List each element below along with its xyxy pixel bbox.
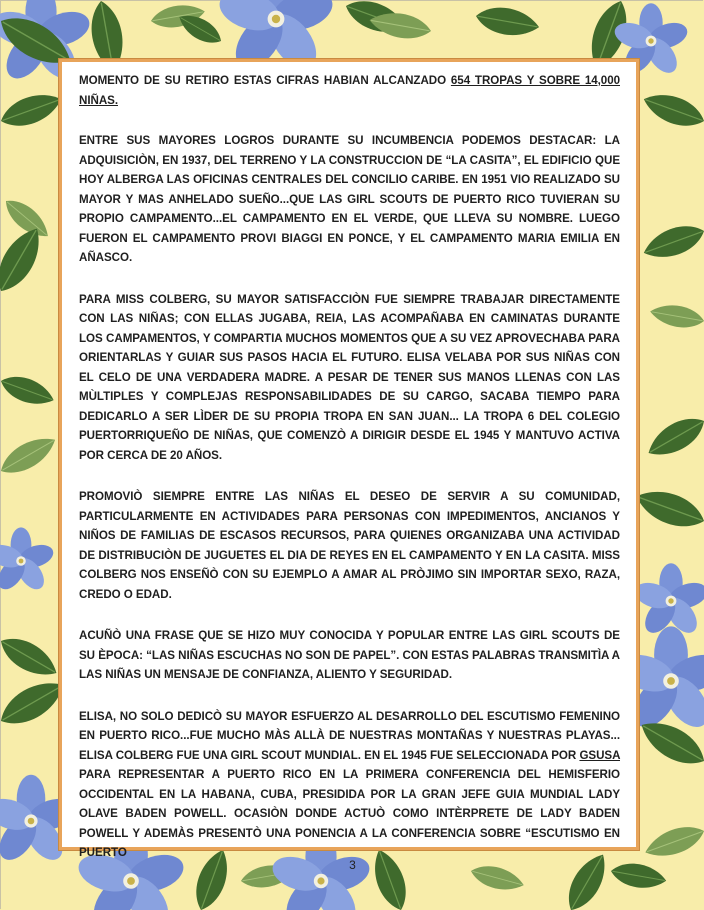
paragraph-3: PARA MISS COLBERG, SU MAYOR SATISFACCIÒN FUE SIEMPRE TRABAJAR DIRECTAMENTE CON LAS NIÑAS; CON ELLAS JUGABA, REIA, LAS ACOMPAÑABA EN CAMINATAS DURANTE LOS CAMPAMENTOS, Y COMPARTIA MUCHOS MOMENTOS QUE A SU VEZ APROVECHABA PARA ORIENTARLAS Y GUIAR SUS PASOS HACIA EL FUTURO. ELISA VELABA POR SUS NIÑAS CON EL CELO DE UNA VERDADERA MADRE. A PESAR DE TENER SUS MANOS LLENAS CON LAS MÙLTIPLES Y COMPLEJAS RESPONSABILIDADES DE SU CARGO, SACABA TIEMPO PARA DEDICARLO A SER LÌDER DE SU PROPIA TROPA EN SAN JUAN... LA TROPA 6 DEL COLEGIO PUERTORRIQUEÑO DE NIÑAS, QUE COMENZÒ A DIRIGIR DESDE EL 1945 Y MANTUVO ACTIVA POR CERCA DE 20 AÑOS. xyxy=(79,292,620,462)
paragraph-6 xyxy=(79,707,620,863)
page-number: 3 xyxy=(349,858,356,872)
paragraph-4: PROMOVIÒ SIEMPRE ENTRE LAS NIÑAS EL DESEO DE SERVIR A SU COMUNIDAD, PARTICULARMENTE EN ACTIVIDADES PARA PERSONAS CON IMPEDIMENTOS, ANCIANOS Y NIÑOS DE FAMILIAS DE ESCASOS RECURSOS, PARA QUIENES ORGANIZABA UNA ACTIVIDAD DE DISTRIBUCIÒN DE JUGUETES EL DIA DE REYES EN EL CAMPAMENTO Y EN LA CASITA. MISS COLBERG NOS ENSEÑÒ CON SU EJEMPLO A AMAR AL PRÒJIMO SIN IMPORTAR SEXO, RAZA, CREDO O EDAD. xyxy=(79,490,620,601)
text-panel xyxy=(59,59,639,859)
paragraph-5: ACUÑÒ UNA FRASE QUE SE HIZO MUY CONOCIDA Y POPULAR ENTRE LAS GIRL SCOUTS DE SU ÈPOCA: “LAS NIÑAS ESCUCHAS NO SON DE PAPEL”. CON ESTAS PALABRAS TRANSMITÌA A LAS NIÑAS UN MENSAJE DE CONFIANZA, ALIENTO Y SEGURIDAD. xyxy=(79,629,620,681)
paragraph-6-before: ELISA, NO SOLO DEDICÒ SU MAYOR ESFUERZO AL DESARROLLO DEL ESCUTISMO FEMENINO EN PUERTO RICO...FUE MUCHO MÀS ALLÀ DE NUESTRAS MONTAÑAS Y NUESTRAS PLAYAS... ELISA COLBERG FUE UNA GIRL SCOUT MUNDIAL. EN EL 1945 FUE SELECCIONADA POR xyxy=(79,709,620,762)
gsusa-highlight: GSUSA xyxy=(579,748,620,762)
paragraph-6-after: PARA REPRESENTAR A PUERTO RICO EN LA PRIMERA CONFERENCIA DEL HEMISFERIO OCCIDENTAL EN LA HABANA, CUBA, PRESIDIDA POR LA GRAN JEFE GUIA MUNDIAL LADY OLAVE BADEN POWELL. OCASIÒN DONDE ACTUÒ COMO INTÈRPRETE DE LADY BADEN POWELL Y ADEMÀS PRESENTÒ UNA PONENCIA A LA CONFERENCIA SOBRE “ESCUTISMO EN PUERTO xyxy=(79,768,620,859)
paragraph-2: ENTRE SUS MAYORES LOGROS DURANTE SU INCUMBENCIA PODEMOS DESTACAR: LA ADQUISICIÒN, EN 1937, DEL TERRENO Y LA CONSTRUCCION DE “LA CASITA”, EL EDIFICIO QUE HOY ALBERGA LAS OFICINAS CENTRALES DEL CONCILIO CARIBE. EN 1951 VIO REALIZADO SU MAYOR Y MAS ANHELADO SUEÑO...QUE LAS GIRL SCOUTS DE PUERTO RICO TUVIERAN SU PROPIO CAMPAMENTO...EL CAMPAMENTO EN EL VERDE, QUE LLEVA SU NOMBRE. LUEGO FUERON EL CAMPAMENTO PROVI BIAGGI EN PONCE, Y EL CAMPAMENTO MARIA EMILIA EN AÑASCO. xyxy=(79,134,620,264)
paragraph-1 xyxy=(79,71,620,110)
troop-count-highlight: 654 TROPAS Y SOBRE 14,000 NIÑAS. xyxy=(79,74,620,107)
paragraph-1-text: MOMENTO DE SU RETIRO ESTAS CIFRAS HABIAN ALCANZADO xyxy=(79,74,451,87)
